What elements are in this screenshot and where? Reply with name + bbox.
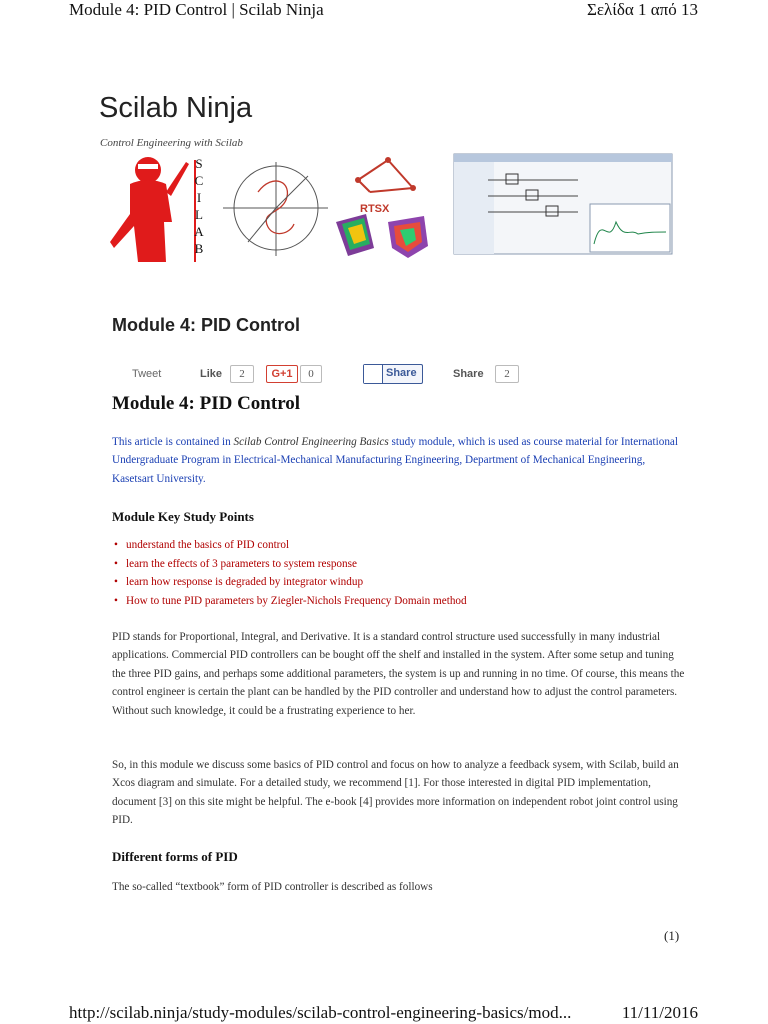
coordinate-frame-diagram bbox=[223, 162, 328, 256]
robot-kinematics-diagram bbox=[355, 157, 416, 215]
module-name: Scilab Control Engineering Basics bbox=[233, 436, 389, 448]
forms-heading: Different forms of PID bbox=[112, 849, 238, 864]
department-link[interactable]: Electrical-Mechanical Manufacturing Engineering bbox=[233, 454, 460, 467]
intro-study-module-link[interactable]: study module, which is used as course material for bbox=[388, 436, 621, 448]
university-link[interactable]: , Department of Mechanical Engineering, Kasetsart University. bbox=[112, 454, 646, 485]
svg-text:L: L bbox=[195, 207, 203, 222]
site-title[interactable]: Scilab Ninja bbox=[99, 92, 253, 124]
program-link[interactable]: International Undergraduate Program bbox=[112, 436, 678, 467]
share-count: 2 bbox=[495, 365, 519, 383]
like-button[interactable]: Like bbox=[200, 368, 223, 380]
key-point-item: • How to tune PID parameters by Ziegler-Nichols Frequency Domain method bbox=[112, 592, 467, 611]
print-footer-url: http://scilab.ninja/study-modules/scilab-control-engineering-basics/mod... bbox=[69, 1003, 572, 1022]
intro-text-in: in bbox=[219, 454, 234, 467]
key-points-heading: Module Key Study Points bbox=[112, 509, 254, 524]
gplus-count: 0 bbox=[300, 365, 322, 383]
site-banner bbox=[108, 152, 674, 264]
svg-text:S: S bbox=[195, 156, 203, 171]
key-points-list bbox=[112, 536, 467, 610]
share-icon bbox=[364, 365, 383, 383]
rtsx-label: RTSX bbox=[360, 203, 390, 215]
ninja-icon bbox=[110, 157, 189, 262]
page-title: Module 4: PID Control bbox=[112, 315, 300, 335]
svg-text:C: C bbox=[194, 173, 204, 188]
key-point-item: • learn how response is degraded by integrator windup bbox=[112, 573, 467, 592]
tweet-button[interactable]: Tweet bbox=[132, 368, 162, 380]
key-point-item: • learn the effects of 3 parameters to system response bbox=[112, 555, 467, 574]
site-tagline: Control Engineering with Scilab bbox=[100, 137, 243, 149]
like-count: 2 bbox=[230, 365, 254, 383]
forms-text: The so-called “textbook” form of PID controller is described as follows bbox=[112, 881, 433, 893]
intro-text: This article is contained in bbox=[112, 436, 234, 448]
gplus-button[interactable]: G+1 bbox=[266, 365, 298, 383]
share-button[interactable] bbox=[363, 364, 423, 384]
print-footer-date: 11/11/2016 bbox=[621, 1003, 698, 1022]
share-linkedin-button[interactable]: Share bbox=[453, 368, 484, 380]
article-title: Module 4: PID Control bbox=[112, 393, 301, 414]
surface-plot-graphics bbox=[336, 214, 428, 258]
intro-paragraph bbox=[112, 433, 688, 488]
svg-text:B: B bbox=[194, 241, 204, 256]
print-header-title: Module 4: PID Control | Scilab Ninja bbox=[69, 0, 324, 19]
svg-text:A: A bbox=[194, 224, 204, 239]
module-scope-paragraph: So, in this module we discuss some basics of PID control and focus on how to analyze a feedback sysem, with Scilab, build an Xcos diagram and simulate. For a detailed study, we recommend [1]. For those interested in digital PID implementation, document [3] on this site might be helpful. The e-book [4] provides more information on independent robot joint control using PID. bbox=[112, 759, 679, 827]
svg-text:I: I bbox=[196, 190, 202, 205]
share-button-label: Share bbox=[386, 367, 417, 379]
key-point-item: • understand the basics of PID control bbox=[112, 536, 467, 555]
print-header-page-number: Σελίδα 1 από 13 bbox=[586, 0, 698, 19]
banner-illustration bbox=[108, 152, 674, 264]
equation-number: (1) bbox=[664, 928, 680, 943]
pid-intro-paragraph: PID stands for Proportional, Integral, and Derivative. It is a standard control structure used successfully in many industrial applications. Commercial PID controllers can be bought off the shelf and installed in the system. After some setup and tuning the three PID gains, and perhaps some additional parameters, the system is up and running in no time. Of course, this means the control engineer is certain the plant can be handled by the PID controller and understand how to adjust the control parameters. Without such knowledge, it could be a frustrating experience to her. bbox=[112, 631, 685, 717]
xcos-screenshot-graphic bbox=[454, 154, 672, 254]
